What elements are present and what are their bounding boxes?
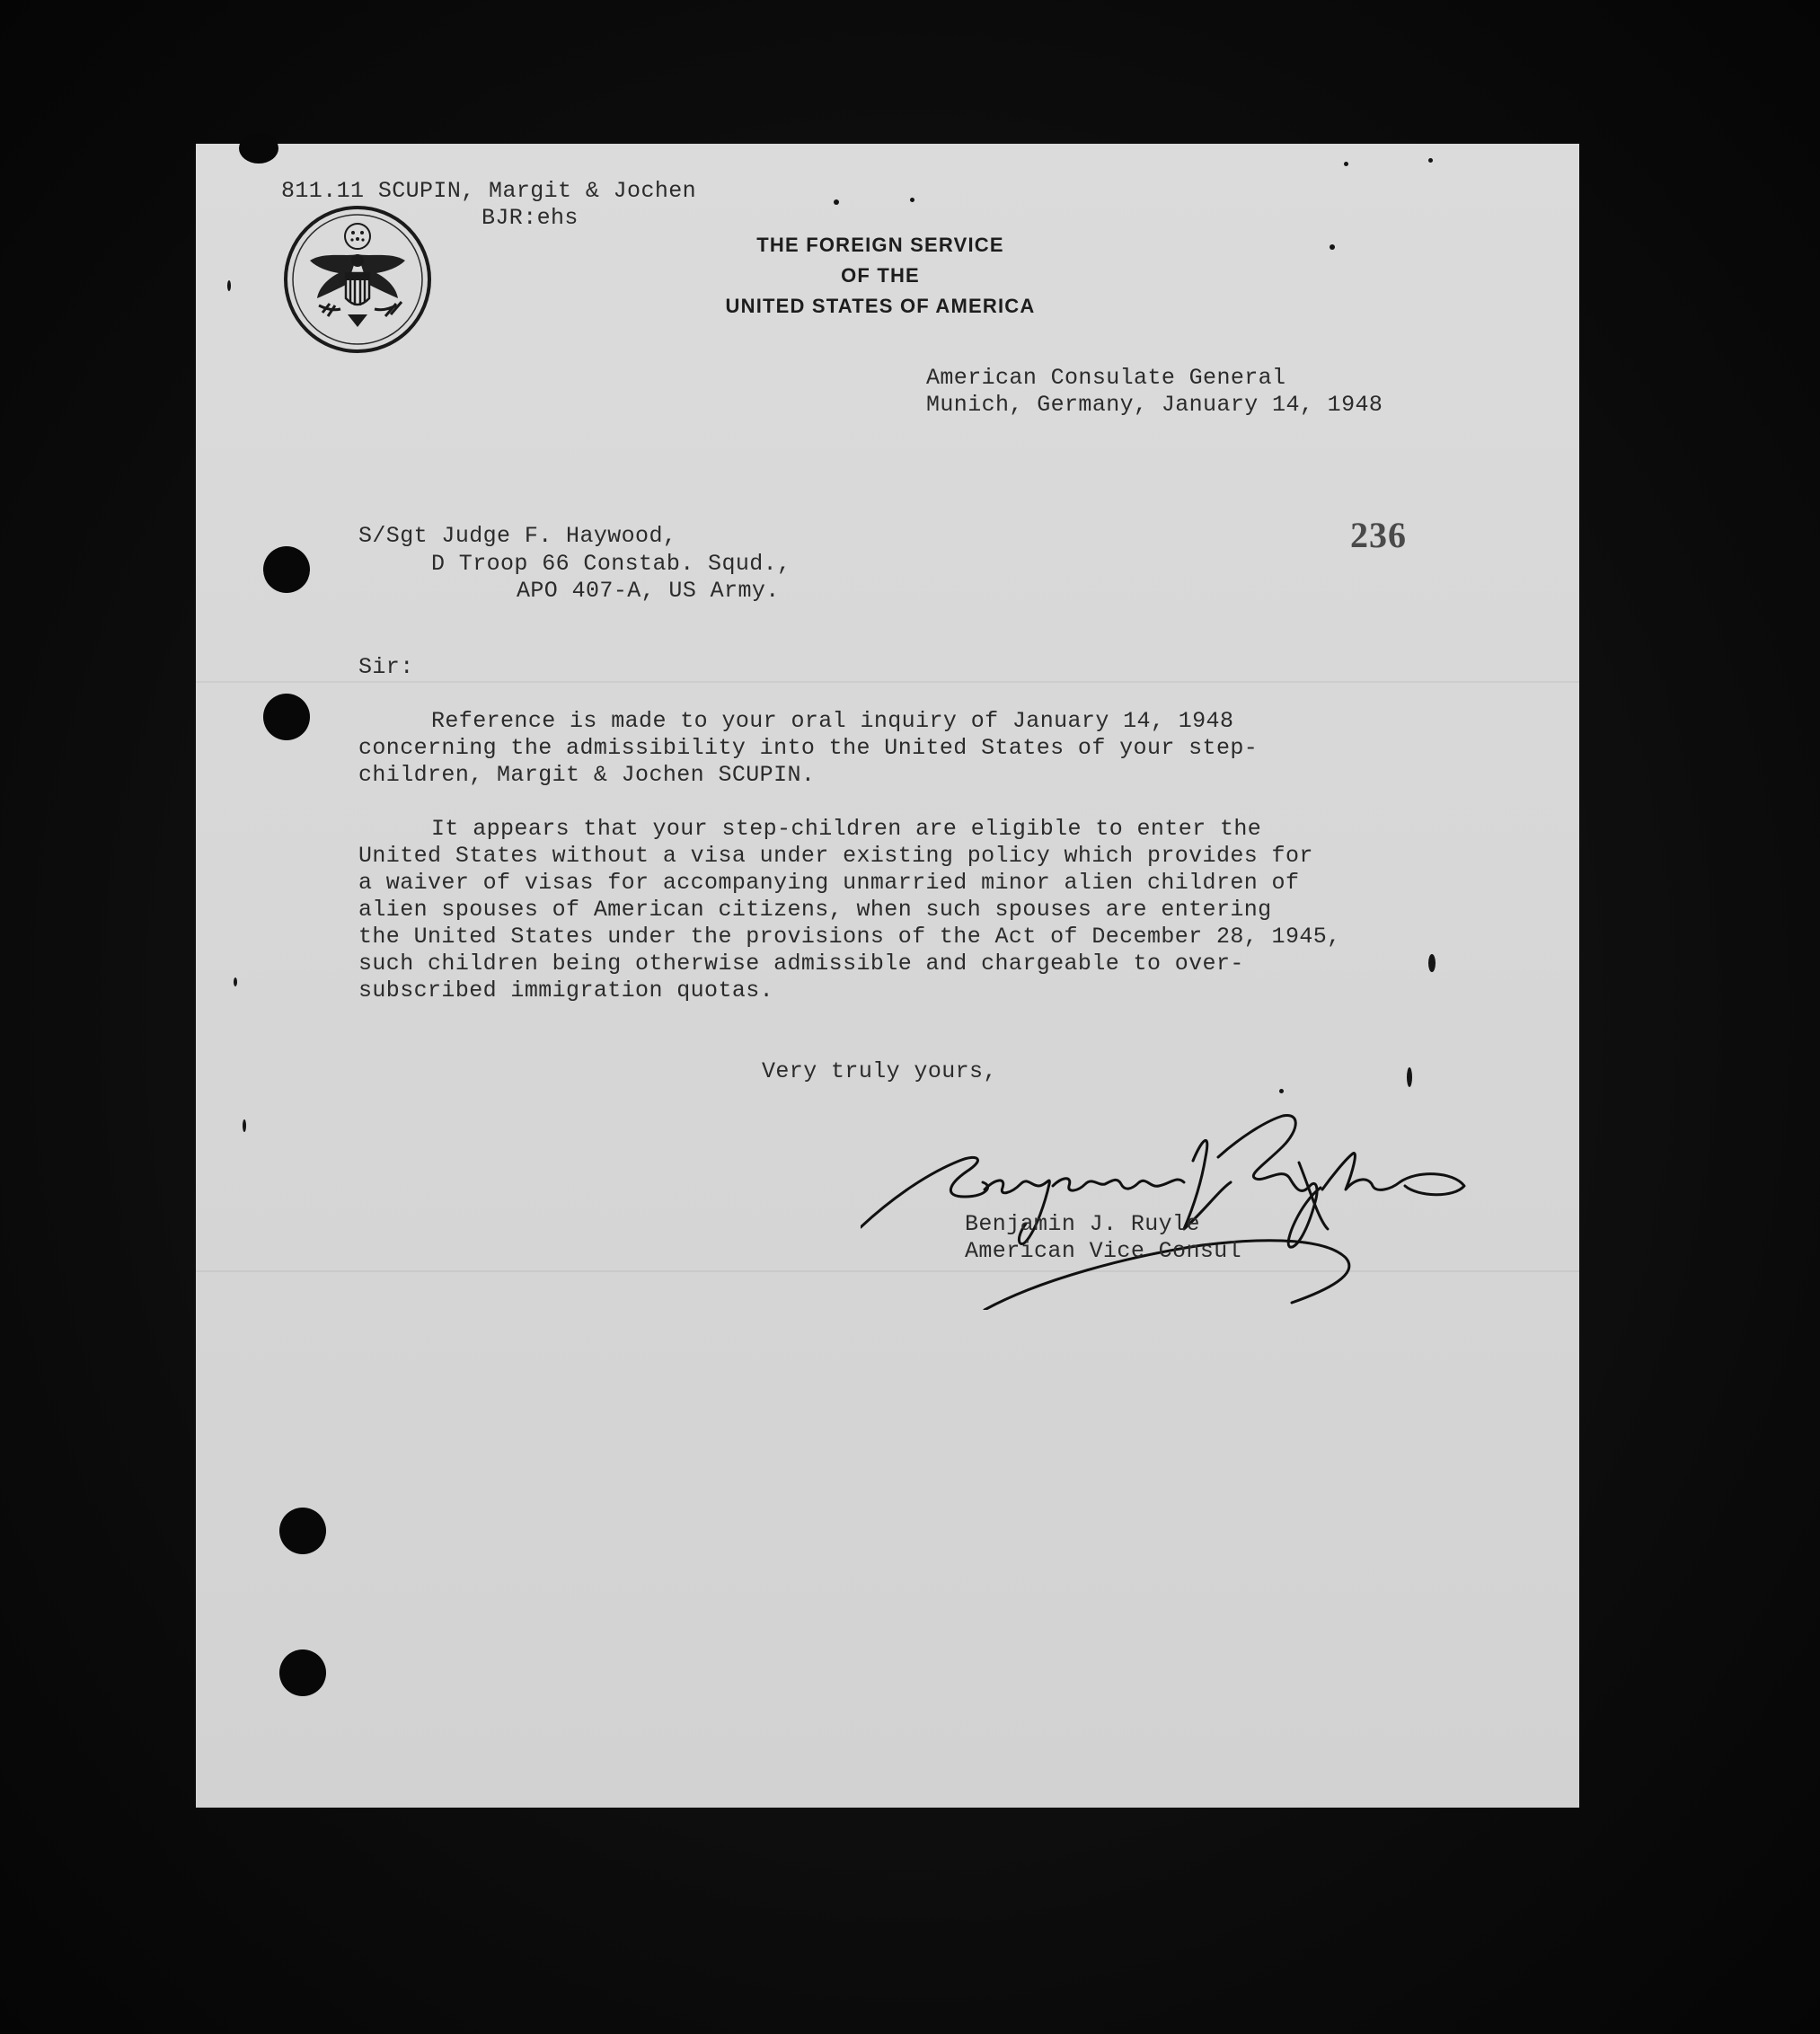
handwritten-signature [861, 1103, 1471, 1310]
closing: Very truly yours, [762, 1058, 997, 1084]
us-great-seal-icon [283, 205, 432, 354]
signer-title: American Vice Consul [965, 1238, 1242, 1264]
paragraph-2-line: alien spouses of American citizens, when such spouses are entering [358, 897, 1272, 923]
salutation: Sir: [358, 654, 414, 680]
speck [243, 1119, 246, 1132]
paragraph-1-line: children, Margit & Jochen SCUPIN. [358, 762, 816, 788]
speck [234, 977, 237, 986]
letterhead-line-1: THE FOREIGN SERVICE [756, 234, 1004, 256]
punch-hole [263, 694, 310, 740]
letterhead-line-2: OF THE [841, 264, 920, 287]
fold-line [196, 681, 1579, 683]
page-number: 236 [1350, 515, 1407, 555]
addressee-line-3: APO 407-A, US Army. [517, 578, 780, 604]
speck [1428, 954, 1436, 972]
addressee-line-2: D Troop 66 Constab. Squd., [431, 551, 791, 577]
speck [910, 198, 914, 202]
punch-hole [279, 1508, 326, 1554]
paragraph-1-line: Reference is made to your oral inquiry of January 14, 1948 [431, 708, 1234, 734]
speck [1344, 162, 1348, 166]
letterhead-line-3: UNITED STATES OF AMERICA [725, 295, 1036, 317]
letter-page [196, 144, 1579, 1808]
punch-hole [239, 133, 278, 164]
speck [227, 280, 231, 291]
punch-hole [263, 546, 310, 593]
paragraph-2-line: subscribed immigration quotas. [358, 977, 774, 1004]
speck [1279, 1089, 1284, 1093]
paragraph-2-line: United States without a visa under existing policy which provides for [358, 843, 1313, 869]
speck [1407, 1067, 1412, 1087]
place-date: Munich, Germany, January 14, 1948 [926, 392, 1383, 418]
paragraph-2-line: a waiver of visas for accompanying unmarried minor alien children of [358, 870, 1300, 896]
paragraph-2-line: such children being otherwise admissible and chargeable to over- [358, 951, 1244, 977]
paragraph-1-line: concerning the admissibility into the United States of your step- [358, 735, 1259, 761]
typist-initials: BJR:ehs [482, 205, 579, 231]
speck [834, 199, 839, 205]
addressee-line-1: S/Sgt Judge F. Haywood, [358, 523, 677, 549]
speck [1428, 158, 1433, 163]
signer-name: Benjamin J. Ruyle [965, 1211, 1200, 1237]
punch-hole [279, 1649, 326, 1696]
paragraph-2-line: the United States under the provisions of the Act of December 28, 1945, [358, 924, 1341, 950]
office-name: American Consulate General [926, 365, 1286, 391]
paragraph-2-line: It appears that your step-children are eligible to enter the [431, 816, 1262, 842]
file-reference: 811.11 SCUPIN, Margit & Jochen [281, 178, 697, 204]
speck [1330, 244, 1335, 250]
